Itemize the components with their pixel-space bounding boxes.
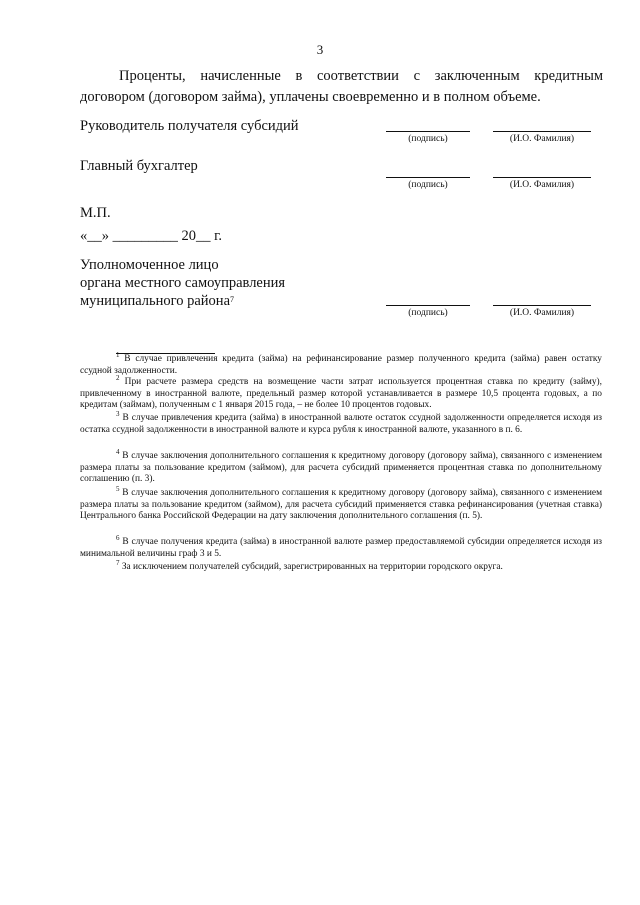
footnote-4-text: В случае заключения дополнительного соглашения к кредитному договору (договору займа), связанного с изменением размера платы за пользование кредитом (займом), для расчета субсидий применяется процентная ставка по дополнительному соглашению (п. 3).	[80, 451, 602, 484]
accountant-signature-line	[386, 177, 470, 178]
paragraph-line-1: Проценты, начисленные в соответствии с заключенным кредитным	[119, 68, 603, 84]
accountant-name-line	[493, 177, 591, 178]
footnote-5-text: В случае заключения дополнительного соглашения к кредитному договору (договору займа), связанного с изменением размера платы за пользование кредитом (займом), для расчета субсидий применяется ставка рефинансирования (учетная ставка) Центрального банка Российской Федерации на дату заключения дополнительного соглашения (п. 5).	[80, 488, 602, 521]
footnote-2-mark: 2	[116, 373, 120, 382]
footnote-6-text: В случае получения кредита (займа) в иностранной валюте размер предоставляемой субсидии определяется исходя из минимальной величины граф 3 и 5.	[80, 537, 602, 559]
official-line-3-text: муниципального района	[80, 293, 230, 309]
footnote-3-mark: 3	[116, 409, 120, 418]
head-signature-line	[386, 131, 470, 132]
footnote-5	[80, 484, 602, 523]
official-name-line	[493, 305, 591, 306]
official-line-1: Уполномоченное лицо	[80, 257, 219, 273]
stamp-label: М.П.	[80, 205, 111, 221]
footnote-6-mark: 6	[116, 533, 120, 542]
footnote-1-text: В случае привлечения кредита (займа) на рефинансирование размер полученного кредита (займа) равен остатку ссудной задолженности.	[80, 354, 602, 376]
footnote-4	[80, 447, 602, 486]
head-name-caption: (И.О. Фамилия)	[509, 134, 575, 144]
footnote-7-mark: 7	[116, 558, 120, 567]
accountant-name-caption: (И.О. Фамилия)	[509, 180, 575, 190]
official-line-2: органа местного самоуправления	[80, 275, 286, 291]
official-line-3	[80, 291, 234, 313]
accountant-signature-caption: (подпись)	[408, 180, 448, 190]
head-name-line	[493, 131, 591, 132]
page-number: 3	[316, 42, 324, 57]
paragraph-line-2: договором (договором займа), уплачены своевременно и в полном объеме.	[80, 89, 541, 105]
date-line: «__» _________ 20__ г.	[80, 228, 223, 244]
official-name-caption: (И.О. Фамилия)	[509, 308, 575, 318]
accountant-label: Главный бухгалтер	[80, 158, 198, 174]
footnote-4-mark: 4	[116, 447, 120, 456]
head-label: Руководитель получателя субсидий	[80, 118, 299, 134]
footnote-3	[80, 409, 603, 436]
official-footnote-mark: 7	[230, 295, 234, 304]
footnote-7	[80, 558, 602, 574]
footnote-2	[80, 373, 602, 412]
head-signature-caption: (подпись)	[408, 134, 448, 144]
footnote-1	[80, 350, 602, 377]
official-signature-line	[386, 305, 470, 306]
footnote-7-text: За исключением получателей субсидий, зарегистрированных на территории городского округа.	[121, 562, 503, 572]
footnote-1-mark: 1	[116, 350, 120, 359]
footnote-6	[80, 533, 602, 560]
footnote-3-text: В случае привлечения кредита (займа) в иностранной валюте остаток ссудной задолженности определяется исходя из остатка ссудной задолженности в иностранной валюте и курса рубля к иностранной валюте, указанного в п. 6.	[80, 413, 603, 435]
official-signature-caption: (подпись)	[408, 308, 448, 318]
footnote-2-text: При расчете размера средств на возмещение части затрат используется процентная ставка по кредиту (займу), привлеченному в иностранной валюте, предельный размер которой устанавливается в размере 10,5 процента годовых, а по кредитам (займам), полученным с 1 января 2015 года, – не более 10 процентов годовых.	[80, 377, 602, 410]
footnote-5-mark: 5	[116, 484, 120, 493]
